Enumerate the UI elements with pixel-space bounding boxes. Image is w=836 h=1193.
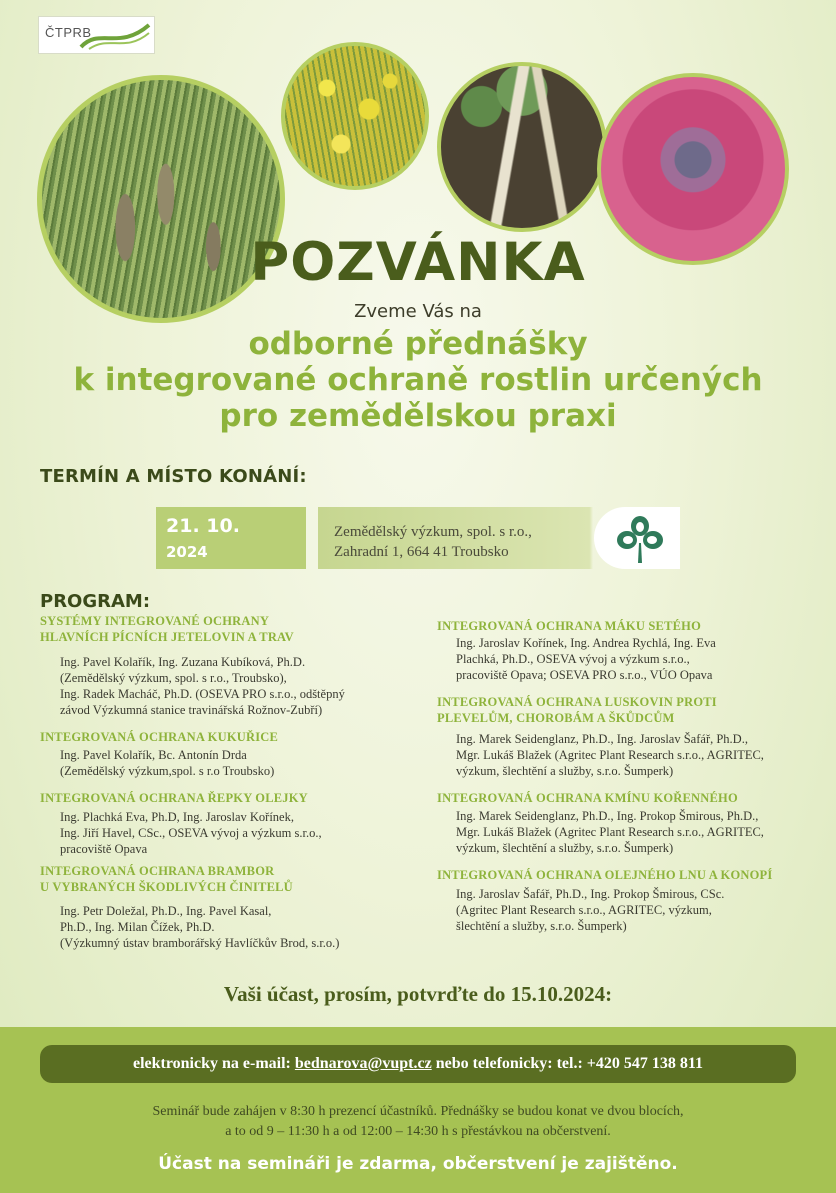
body-line: Ing. Petr Doležal, Ph.D., Ing. Pavel Kasal, <box>60 904 272 918</box>
date-box <box>156 507 306 569</box>
email-link[interactable]: bednarova@vupt.cz <box>294 1055 432 1072</box>
body-line: (Zemědělský výzkum, spol. s r.o., Troubsko), <box>60 671 287 685</box>
program-item-body <box>456 886 724 934</box>
program-item-title <box>40 729 278 745</box>
termin-heading: TERMÍN A MÍSTO KONÁNÍ: <box>40 466 307 487</box>
page-title: POZVÁNKA <box>250 232 586 293</box>
clover-icon <box>612 513 668 565</box>
title-line: INTEGROVANÁ OCHRANA BRAMBOR <box>40 864 275 878</box>
body-line: (Agritec Plant Research s.r.o., AGRITEC, výzkum, <box>456 903 712 917</box>
logo-swoosh-icon <box>79 21 151 51</box>
title-line: INTEGROVANÁ OCHRANA KMÍNU KOŘENNÉHO <box>437 791 738 805</box>
program-item-body <box>456 635 716 683</box>
body-line: šlechtění a služby, s.r.o. Šumperk) <box>456 919 627 933</box>
logo-text: ČTPRB <box>45 25 92 40</box>
body-line: Ing. Plachká Eva, Ph.D, Ing. Jaroslav Kořínek, <box>60 810 294 824</box>
program-item-title <box>40 613 294 645</box>
body-line: Ing. Jiří Havel, CSc., OSEVA vývoj a výzkum s.r.o., <box>60 826 322 840</box>
logo <box>38 16 155 54</box>
date-year: 2024 <box>166 543 208 561</box>
headline-line: odborné přednášky <box>248 326 588 362</box>
body-line: pracoviště Opava <box>60 842 148 856</box>
body-line: Mgr. Lukáš Blažek (Agritec Plant Research s.r.o., AGRITEC, <box>456 748 764 762</box>
place-line: Zemědělský výzkum, spol. s r.o., <box>334 524 532 540</box>
contact-bar <box>40 1045 796 1083</box>
title-line: U VYBRANÝCH ŠKODLIVÝCH ČINITELŮ <box>40 880 293 894</box>
program-item-title <box>40 790 308 806</box>
free-note: Účast na semináři je zdarma, občerstvení je zajištěno. <box>158 1154 678 1174</box>
subtitle: Zveme Vás na <box>354 301 482 322</box>
body-line: (Zemědělský výzkum,spol. s r.o Troubsko) <box>60 764 275 778</box>
title-line: INTEGROVANÁ OCHRANA ŘEPKY OLEJKY <box>40 791 308 805</box>
program-item-body <box>456 808 764 856</box>
body-line: závod Výzkumná stanice travinářská Rožnov-Zubří) <box>60 703 323 717</box>
place-line: Zahradní 1, 664 41 Troubsko <box>334 544 509 560</box>
note-line: Seminář bude zahájen v 8:30 h prezencí účastníků. Přednášky se budou konat ve dvou blocích, <box>152 1104 684 1119</box>
footer-band <box>0 1027 836 1193</box>
contact-prefix: elektronicky na e-mail: <box>132 1055 295 1072</box>
body-line: Ing. Pavel Kolařík, Ing. Zuzana Kubíková, Ph.D. <box>60 655 306 669</box>
title-line: INTEGROVANÁ OCHRANA MÁKU SETÉHO <box>437 619 701 633</box>
body-line: výzkum, šlechtění a služby, s.r.o. Šumperk) <box>456 841 674 855</box>
title-line: INTEGROVANÁ OCHRANA OLEJNÉHO LNU A KONOPÍ <box>437 868 773 882</box>
program-item-title <box>437 867 772 883</box>
body-line: Ing. Radek Macháč, Ph.D. (OSEVA PRO s.r.o., odštěpný <box>60 687 345 701</box>
contact-suffix: nebo telefonicky: tel.: +420 547 138 811 <box>431 1055 704 1072</box>
roots-photo <box>437 62 607 232</box>
body-line: Ing. Marek Seidenglanz, Ph.D., Ing. Jaroslav Šafář, Ph.D., <box>456 732 748 746</box>
body-line: Ing. Pavel Kolařík, Bc. Antonín Drda <box>60 748 247 762</box>
note-line: a to od 9 – 11:30 h a od 12:00 – 14:30 h s přestávkou na občerstvení. <box>225 1124 611 1139</box>
program-item-title <box>437 694 717 726</box>
program-heading: PROGRAM: <box>40 591 151 612</box>
title-line: SYSTÉMY INTEGROVANÉ OCHRANY <box>40 614 270 628</box>
place-box <box>318 507 680 569</box>
headline-line: pro zemědělskou praxi <box>219 398 617 434</box>
confirm-heading: Vaši účast, prosím, potvrďte do 15.10.2024: <box>223 982 613 1006</box>
program-item-body <box>60 809 322 857</box>
body-line: Ing. Jaroslav Šafář, Ph.D., Ing. Prokop Šmirous, CSc. <box>456 887 725 901</box>
body-line: Ing. Jaroslav Kořínek, Ing. Andrea Rychlá, Ing. Eva <box>456 636 716 650</box>
rapeseed-photo <box>281 42 429 190</box>
title-line: INTEGROVANÁ OCHRANA LUSKOVIN PROTI <box>437 695 717 709</box>
title-line: PLEVELŮM, CHOROBÁM A ŠKŮDCŮM <box>437 711 675 725</box>
seminar-note <box>0 1102 836 1142</box>
program-item-title <box>437 790 738 806</box>
title-line: HLAVNÍCH PÍCNÍCH JETELOVIN A TRAV <box>40 630 294 644</box>
program-item-body <box>60 747 274 779</box>
body-line: (Výzkumný ústav bramborářský Havlíčkův Brod, s.r.o.) <box>60 936 340 950</box>
program-item-body <box>60 903 339 951</box>
date-day: 21. 10. <box>166 515 240 537</box>
body-line: pracoviště Opava; OSEVA PRO s.r.o., VÚO Opava <box>456 668 713 682</box>
body-line: Plachká, Ph.D., OSEVA vývoj a výzkum s.r.o., <box>456 652 690 666</box>
body-line: Ph.D., Ing. Milan Čížek, Ph.D. <box>60 920 215 934</box>
body-line: Mgr. Lukáš Blažek (Agritec Plant Research s.r.o., AGRITEC, <box>456 825 764 839</box>
body-line: výzkum, šlechtění a služby, s.r.o. Šumperk) <box>456 764 674 778</box>
program-item-body <box>60 654 345 718</box>
headline-line: k integrované ochraně rostlin určených <box>73 362 763 398</box>
program-item-title <box>40 863 293 895</box>
program-item-body <box>456 731 764 779</box>
body-line: Ing. Marek Seidenglanz, Ph.D., Ing. Prokop Šmirous, Ph.D., <box>456 809 759 823</box>
title-line: INTEGROVANÁ OCHRANA KUKUŘICE <box>40 730 279 744</box>
program-item-title <box>437 618 701 634</box>
clover-badge <box>594 507 680 569</box>
headline <box>0 326 836 434</box>
